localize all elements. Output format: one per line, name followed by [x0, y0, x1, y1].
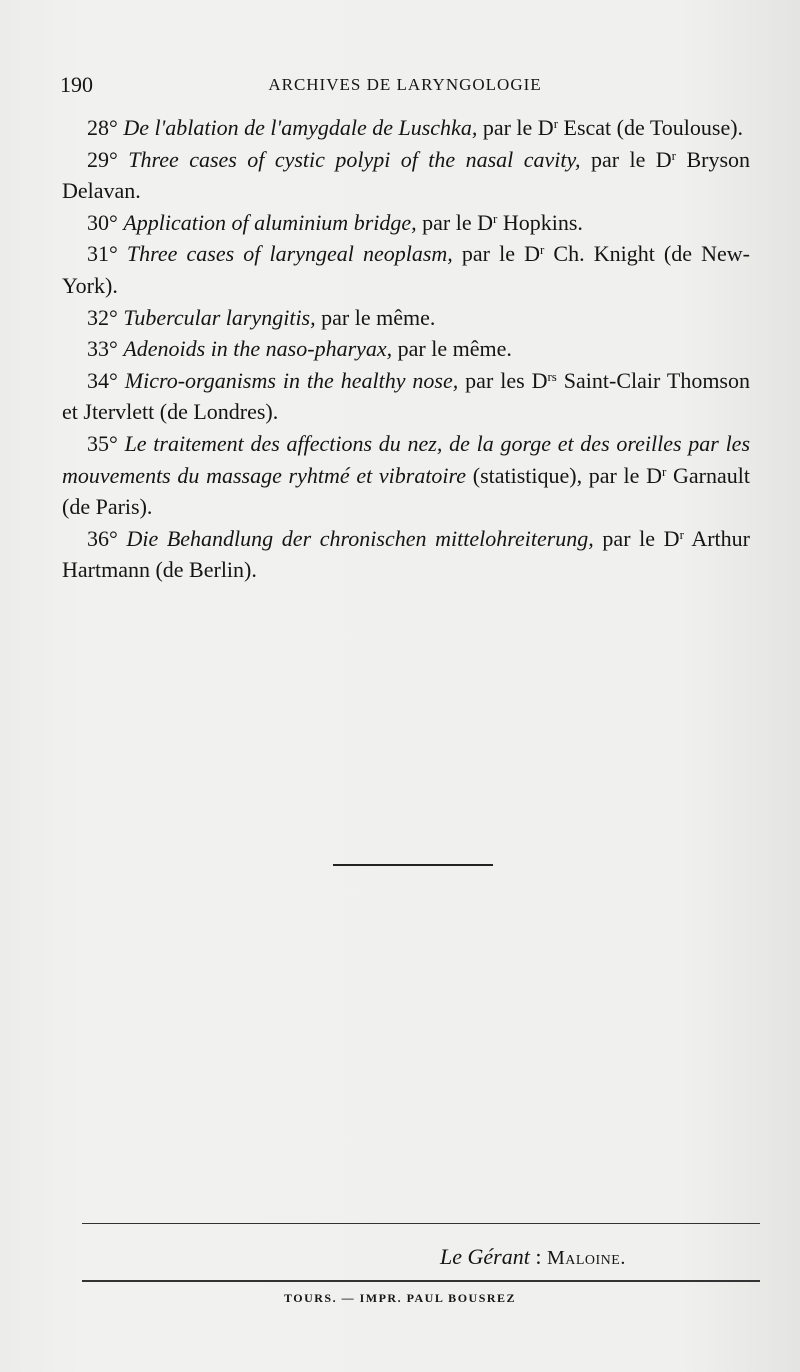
entry-superscript: rs	[547, 368, 557, 384]
entry-superscript: r	[493, 210, 498, 226]
entry-author-prefix: par le D	[416, 209, 493, 235]
entry-title: Application of aluminium bridge,	[123, 209, 417, 235]
signature-line	[440, 1244, 700, 1270]
footer-rule-top	[82, 1223, 760, 1224]
entry-author: Ch. Knight (de New-York).	[62, 241, 750, 298]
entry-author-prefix: par le D	[580, 146, 672, 172]
entry-author: Hopkins.	[497, 209, 583, 235]
entry-author-prefix: par le D	[593, 525, 680, 551]
entry-author: Arthur Hartmann (de Berlin).	[62, 525, 750, 583]
entry-number: 29°	[87, 146, 118, 172]
entry-superscript: r	[539, 242, 545, 258]
entry-author-prefix: par le même.	[315, 304, 436, 330]
entry-list	[62, 112, 750, 586]
entry-title: Adenoids in the naso-pharyax,	[123, 336, 393, 362]
page-header	[60, 72, 750, 98]
entry-title: Die Behandlung der chronischen mittelohreiterung,	[126, 525, 594, 551]
entry-author: Saint-Clair Thomson et Jtervlett (de Londres).	[62, 367, 750, 425]
entry-number: 28°	[87, 115, 118, 140]
entry-author-prefix: par les D	[458, 367, 548, 393]
list-item	[62, 428, 750, 523]
entry-number: 35°	[87, 430, 118, 456]
list-item	[62, 144, 750, 207]
entry-superscript: r	[662, 463, 667, 479]
entry-number: 30°	[87, 209, 118, 235]
entry-author: Garnault (de Paris).	[62, 462, 750, 520]
entry-superscript: r	[679, 526, 684, 542]
list-item	[62, 523, 750, 586]
entry-number: 31°	[87, 241, 118, 267]
printer-imprint: TOURS. — IMPR. PAUL BOUSREZ	[283, 1291, 517, 1305]
entry-author-prefix: (statistique), par le D	[466, 462, 662, 488]
list-item	[62, 238, 750, 301]
entry-title: Le traitement des affections du nez, de la gorge et des oreilles par les mouvements du massage ryhtmé et vibratoire	[62, 430, 751, 488]
list-item	[62, 333, 750, 365]
list-item	[62, 207, 750, 239]
entry-author-prefix: par le D	[452, 241, 540, 267]
entry-title: De l'ablation de l'amygdale de Luschka,	[123, 115, 478, 140]
entry-superscript: r	[671, 147, 677, 163]
entry-title: Three cases of cystic polypi of the nasal cavity,	[128, 146, 581, 172]
entry-author-prefix: par le D	[477, 115, 554, 140]
entry-superscript: r	[553, 116, 559, 131]
page-number: 190	[60, 72, 93, 97]
list-item	[62, 365, 750, 428]
entry-number: 33°	[87, 336, 118, 362]
signature-label: Le Gérant	[440, 1244, 530, 1269]
signature-name: Maloine.	[546, 1247, 626, 1269]
entry-title: Three cases of laryngeal neoplasm,	[126, 241, 453, 267]
entry-number: 36°	[87, 525, 118, 551]
running-title: ARCHIVES DE LARYNGOLOGIE	[268, 75, 542, 94]
entry-title: Micro-organisms in the healthy nose,	[124, 367, 459, 393]
entry-author: Escat (de Toulouse).	[558, 115, 744, 140]
entry-number: 32°	[87, 304, 118, 330]
list-item	[62, 112, 750, 144]
signature-separator: :	[529, 1244, 547, 1269]
entry-number: 34°	[87, 367, 118, 393]
section-divider	[333, 864, 493, 866]
entry-title: Tubercular laryngitis,	[123, 304, 316, 330]
footer-rule-bottom	[82, 1280, 760, 1282]
entry-author: Bryson Delavan.	[62, 146, 751, 204]
entry-author-prefix: par le même.	[392, 336, 512, 362]
list-item	[62, 302, 750, 334]
